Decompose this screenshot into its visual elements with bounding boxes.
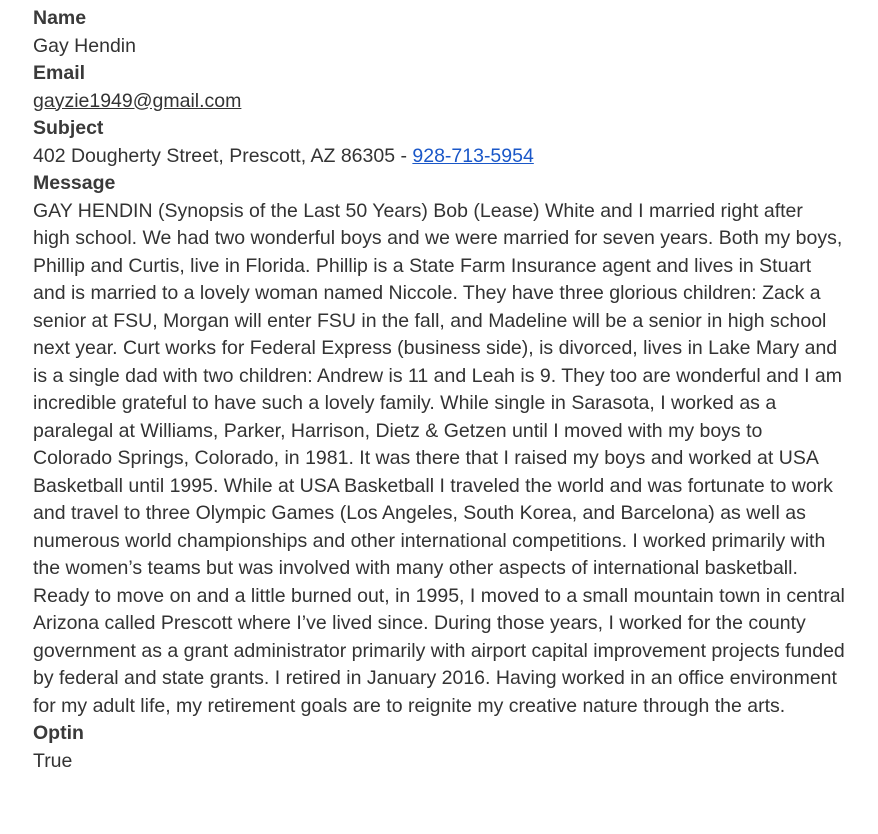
name-label: Name — [33, 7, 87, 29]
subject-address: 402 Dougherty Street, Prescott, AZ 86305 - — [33, 144, 413, 167]
name-value: Gay Hendin — [33, 34, 136, 57]
subject-label: Subject — [33, 117, 104, 139]
submission-details — [33, 5, 845, 775]
email-link[interactable]: gayzie1949@gmail.com — [33, 89, 242, 112]
optin-label: Optin — [33, 722, 84, 744]
email-label: Email — [33, 62, 86, 84]
optin-value: True — [33, 749, 73, 772]
message-body: GAY HENDIN (Synopsis of the Last 50 Years) Bob (Lease) White and I married right after high school. We had two wonderful boys and we were married for seven years. Both my boys, Phillip and Curtis, live in Florida. Phillip is a State Farm Insurance agent and lives in Stuart and is married to a lovely woman named Niccole. They have three glorious children: Zack a senior at FSU, Morgan will enter FSU in the fall, and Madeline will be a senior in high school next year. Curt works for Federal Express (business side), is divorced, lives in Lake Mary and is a single dad with two children: Andrew is 11 and Leah is 9. They too are wonderful and I am incredible grateful to have such a lovely family. While single in Sarasota, I worked as a paralegal at Williams, Parker, Harrison, Dietz & Getzen until I moved with my boys to Colorado Springs, Colorado, in 1981. It was there that I raised my boys and worked at USA Basketball until 1995. While at USA Basketball I traveled the world and was fortunate to work and travel to three Olympic Games (Los Angeles, South Korea, and Barcelona) as well as numerous world championships and other international competitions. I worked primarily with the women’s teams but was involved with many other aspects of international basketball. Ready to move on and a little burned out, in 1995, I moved to a small mountain town in central Arizona called Prescott where I’ve lived since. During those years, I worked for the county government as a grant administrator primarily with airport capital improvement projects funded by federal and state grants. I retired in January 2016. Having worked in an office environment for my adult life, my retirement goals are to reignite my creative nature through the arts. — [33, 199, 845, 717]
subject-value — [33, 143, 845, 171]
message-label: Message — [33, 172, 116, 194]
phone-link[interactable]: 928-713-5954 — [412, 144, 534, 167]
email-row — [33, 88, 845, 116]
